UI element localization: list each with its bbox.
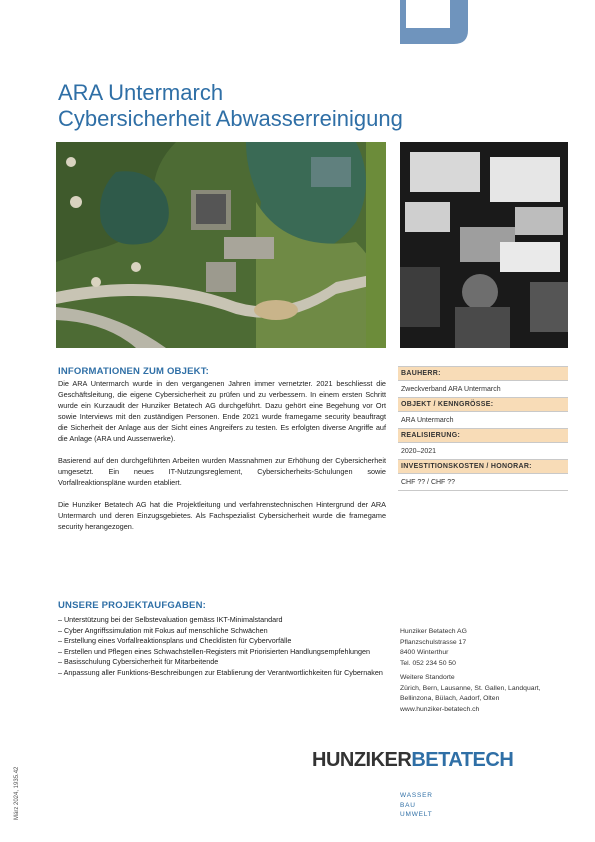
task-item: – Unterstützung bei der Selbstevaluation gemäss IKT-Minimalstandard [58,615,283,624]
page-title [58,80,478,132]
info-text [58,378,386,543]
fact-label-realisation: REALISIERUNG: [398,428,568,442]
fact-value-object: ARA Untermarch [398,411,568,428]
task-item: – Anpassung aller Funktions-Beschreibungen zur Etablierung der Verantwortlichkeiten für Cybernaken [58,667,383,677]
logo-text-betatech: BETATECH [411,749,514,771]
sector-construction: BAU [400,801,416,809]
fact-label-object: OBJEKT / KENNGRÖSSE: [398,397,568,411]
title-line-2: Cybersicherheit Abwasserreinigung [58,106,403,131]
sector-water: WASSER [400,792,433,799]
fact-value-realisation: 2020–2021 [398,442,568,459]
aerial-photo [56,142,386,348]
logo-text-hunziker: HUNZIKER [312,749,412,771]
info-paragraph: Die Hunziker Betatech AG hat die Projektleitung und verfahrenstechnischen Hintergrund der ARA Untermarch und deren Einzugsgebietes. Als Fachspezialist Cybersicherheit wurde die framegame security herangezogen. [58,500,386,531]
fact-value-client: Zweckverband ARA Untermarch [398,380,568,397]
info-paragraph: Die ARA Untermarch wurde in den vergangenen Jahren immer vernetzter. 2021 beschliesst die Geschäftsleitung, die eigene Cybersicherheit zu prüfen und zu verbessern. In einem ersten Schritt wurde ein Kurzaudit der Hunziker Betatech AG durchgeführt. Dazu gehört eine Begehung vor Ort sowie Interviews mit den zuständigen Personen. Ende 2021 wurde framegame security beauftragt die Sicherheit der Anlage aus der Sicht eines Angreifers zu testen. Es erfolgten diverse Angriffe auf die Anlage (ARA und Aussenwerke). [58,379,386,443]
info-heading: INFORMATIONEN ZUM OBJEKT: [58,366,210,377]
contact-block [400,627,570,715]
sector-environment: UMWELT [400,811,433,818]
brand-tab-mark [400,0,468,44]
fact-label-costs: INVESTITIONSKOSTEN / HONORAR: [398,459,568,473]
info-paragraph: Basierend auf den durchgeführten Arbeiten wurden Massnahmen zur Erhöhung der Cybersicherheit umgesetzt. Ein neues IT-Nutzungsreglement, Cybersicherheits-Schulungen sowie Vorfallreaktionspläne wurden etabliert. [58,456,386,487]
contact-locations-label: Weitere Standorte [400,674,455,681]
contact-street: Pflanzschulstrasse 17 [400,638,467,646]
document-date-note: März 2024, 1935.42 [14,766,20,820]
task-item: – Cyber Angriffssimulation mit Fokus auf menschliche Schwächen [58,625,268,635]
facts-panel [398,366,568,491]
task-item: – Basisschulung Cybersicherheit für Mitarbeitende [58,657,219,666]
company-logo [312,749,514,773]
control-room-photo [400,142,568,348]
contact-locations-line1: Zürich, Bern, Lausanne, St. Gallen, Landquart, [400,684,541,692]
tasks-heading: UNSERE PROJEKTAUFGABEN: [58,600,206,611]
title-line-1: ARA Untermarch [58,80,224,105]
fact-label-client: BAUHERR: [398,366,568,380]
sectors-list [400,791,433,820]
contact-company: Hunziker Betatech AG [400,628,467,635]
contact-phone: Tel. 052 234 50 50 [400,659,456,667]
tasks-list [58,615,388,678]
fact-value-costs: CHF ?? / CHF ?? [398,473,568,491]
contact-website[interactable]: www.hunziker-betatech.ch [400,705,480,713]
task-item: – Erstellen und Pflegen eines Schwachstellen-Registers mit Priorisierten Handlungsempfehlungen [58,646,371,656]
contact-locations-line2: Bellinzona, Bülach, Aadorf, Olten [400,695,500,702]
task-item: – Erstellung eines Vorfallreaktionsplans und Checklisten für Cybervorfälle [58,636,292,645]
contact-city: 8400 Winterthur [400,649,449,656]
